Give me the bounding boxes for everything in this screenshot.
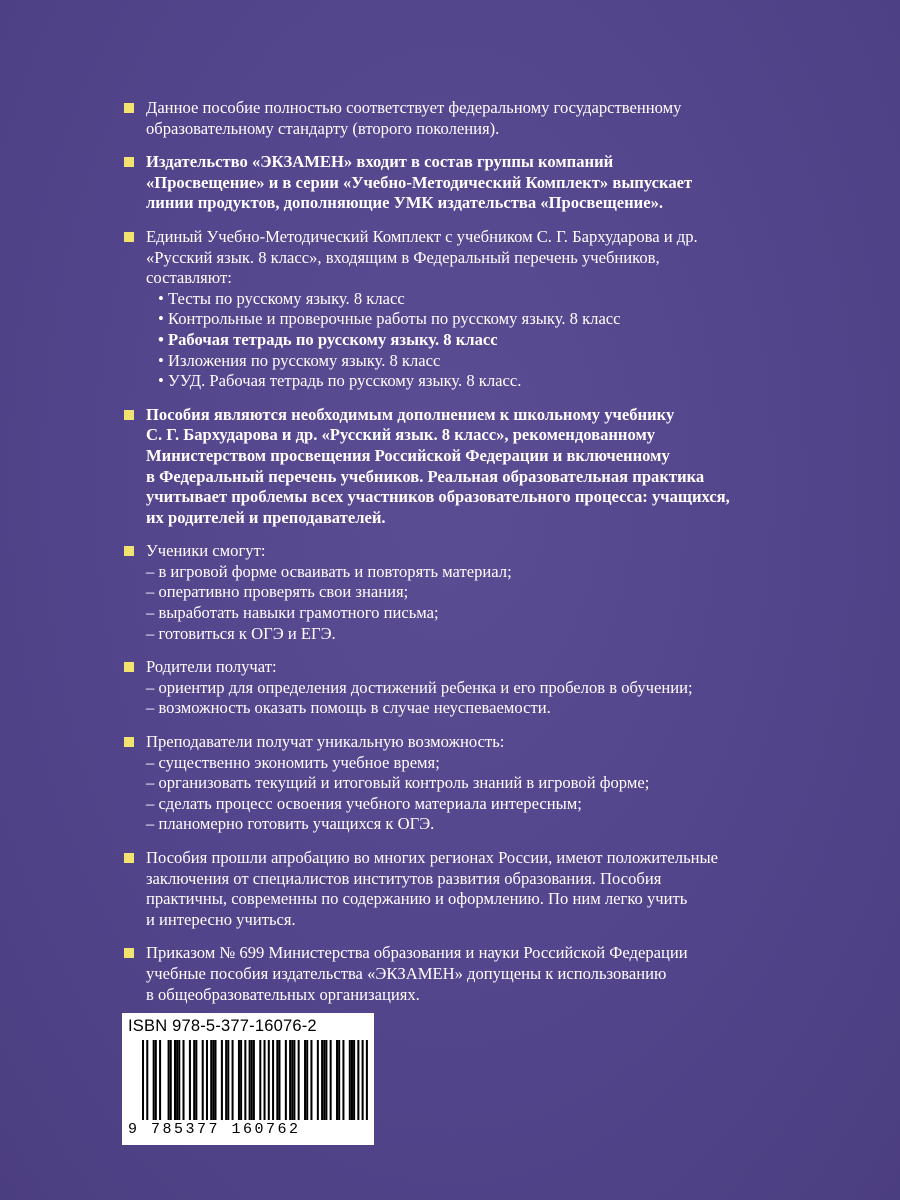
barcode-icon — [142, 1040, 368, 1120]
text-line: Родители получат: — [146, 657, 277, 677]
info-block — [122, 98, 862, 139]
barcode-box — [122, 1013, 374, 1145]
list-item: • Изложения по русскому языку. 8 класс — [158, 350, 441, 370]
info-block — [122, 405, 862, 529]
text-line: практичны, современны по содержанию и оформлению. По ним легко учить — [146, 889, 688, 909]
text-line: Издательство «ЭКЗАМЕН» входит в состав группы компаний — [146, 152, 614, 172]
isbn-label: ISBN 978-5-377-16076-2 — [128, 1017, 317, 1035]
text-line: линии продуктов, дополняющие УМК издательства «Просвещение». — [146, 193, 664, 213]
barcode-digits: 9 785377 160762 — [128, 1121, 301, 1138]
list-item: • Контрольные и проверочные работы по русскому языку. 8 класс — [158, 309, 621, 329]
square-bullet-icon — [124, 410, 134, 420]
text-line: составляют: — [146, 268, 232, 288]
text-line: – сделать процесс освоения учебного материала интересным; — [146, 793, 582, 813]
text-line: – ориентир для определения достижений ребенка и его пробелов в обучении; — [146, 677, 693, 697]
info-block — [122, 541, 862, 644]
text-line: Пособия являются необходимым дополнением к школьному учебнику — [146, 404, 675, 424]
text-line: – существенно экономить учебное время; — [146, 752, 440, 772]
square-bullet-icon — [124, 546, 134, 556]
info-block — [122, 152, 862, 214]
text-line: – возможность оказать помощь в случае неуспеваемости. — [146, 698, 551, 718]
list-item: • Тесты по русскому языку. 8 класс — [158, 288, 405, 308]
square-bullet-icon — [124, 662, 134, 672]
text-line: Единый Учебно-Методический Комплект с учебником С. Г. Бархударова и др. — [146, 226, 698, 246]
back-cover-text — [122, 98, 862, 1018]
info-block — [122, 848, 862, 930]
square-bullet-icon — [124, 157, 134, 167]
info-block — [122, 943, 862, 1005]
square-bullet-icon — [124, 232, 134, 242]
text-line: – оперативно проверять свои знания; — [146, 582, 409, 602]
text-line: С. Г. Бархударова и др. «Русский язык. 8 класс», рекомендованному — [146, 425, 656, 445]
text-line: и интересно учиться. — [146, 909, 296, 929]
square-bullet-icon — [124, 737, 134, 747]
text-line: Ученики смогут: — [146, 541, 266, 561]
list-item: • Рабочая тетрадь по русскому языку. 8 класс — [158, 329, 498, 349]
text-line: Приказом № 699 Министерства образования и науки Российской Федерации — [146, 943, 688, 963]
text-line: их родителей и преподавателей. — [146, 507, 386, 527]
list-item: • УУД. Рабочая тетрадь по русскому языку. 8 класс. — [158, 371, 522, 391]
text-line: – планомерно готовить учащихся к ОГЭ. — [146, 814, 435, 834]
info-block — [122, 732, 862, 835]
text-line: в общеобразовательных организациях. — [146, 984, 420, 1004]
text-line: учитывает проблемы всех участников образовательного процесса: учащихся, — [146, 487, 730, 507]
text-line: заключения от специалистов институтов развития образования. Пособия — [146, 868, 662, 888]
text-line: – готовиться к ОГЭ и ЕГЭ. — [146, 623, 336, 643]
text-line: в Федеральный перечень учебников. Реальная образовательная практика — [146, 466, 705, 486]
text-line: Пособия прошли апробацию во многих регионах России, имеют положительные — [146, 848, 719, 867]
text-line: – в игровой форме осваивать и повторять материал; — [146, 561, 512, 581]
text-line: – выработать навыки грамотного письма; — [146, 603, 439, 623]
info-block — [122, 657, 862, 719]
square-bullet-icon — [124, 948, 134, 958]
text-line: Преподаватели получат уникальную возможность: — [146, 732, 505, 752]
text-line: «Русский язык. 8 класс», входящим в Федеральный перечень учебников, — [146, 247, 660, 267]
text-line: Данное пособие полностью соответствует федеральному государственному — [146, 98, 682, 117]
text-line: учебные пособия издательства «ЭКЗАМЕН» допущены к использованию — [146, 963, 667, 983]
info-block — [122, 227, 862, 392]
text-line: образовательному стандарту (второго поколения). — [146, 118, 500, 138]
text-line: – организовать текущий и итоговый контроль знаний в игровой форме; — [146, 773, 650, 793]
text-line: «Просвещение» и в серии «Учебно-Методический Комплект» выпускает — [146, 172, 693, 192]
text-line: Министерством просвещения Российской Федерации и включенному — [146, 445, 670, 465]
square-bullet-icon — [124, 853, 134, 863]
square-bullet-icon — [124, 103, 134, 113]
